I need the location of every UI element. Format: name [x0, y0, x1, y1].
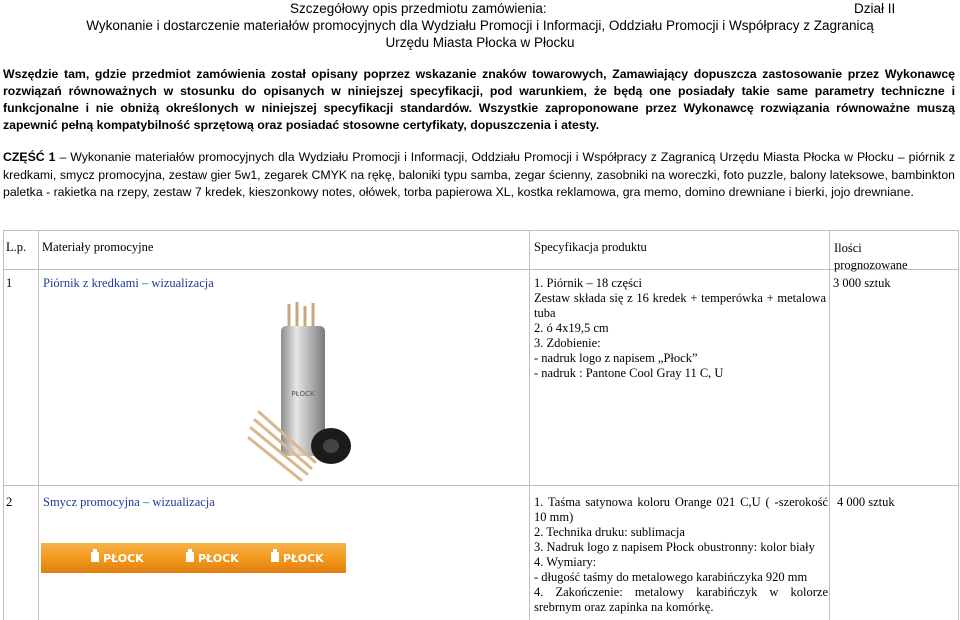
part-1-paragraph: [3, 149, 955, 202]
row-1-spec: 1. Piórnik – 18 części Zestaw składa się z 16 kredek + temperówka + metalowa tuba 2. ó 4x19,5 cm 3. Zdobienie: - nadruk logo z napisem „Płock” - nadruk : Pantone Cool Gray 11 C, U: [534, 276, 826, 380]
row-1-lp: 1: [6, 276, 13, 290]
lanyard-text-3: PŁOCK: [283, 552, 324, 565]
lanyard-text-2: PŁOCK: [198, 552, 239, 565]
header-materials: Materiały promocyjne: [42, 240, 154, 254]
row-1-name-link[interactable]: Piórnik z kredkami – wizualizacja: [43, 276, 214, 290]
header-subtitle-2: Urzędu Miasta Płocka w Płocku: [385, 35, 575, 50]
row-2-name-link[interactable]: Smycz promocyjna – wizualizacja: [43, 495, 215, 509]
pencil-case-logo: PŁOCK: [291, 390, 315, 398]
part-1-text: – Wykonanie materiałów promocyjnych dla Wydziału Promocji i Informacji, Oddziału Promocji i Współpracy z Zagranicą Urzędu Miasta Płocka w Płocku – piórnik z kredkami, smycz promocyjna, zestaw gier 5w1, zegarek CMYK na rękę, baloniki typu samba, zegar ścienny, zasobniki na woreczki, foto puzzle, balony lateksowe, bambinkton paletka - rakietka na rzepy, zestaw 7 kredek, kieszonkowy notes, ołówek, torba papierowa XL, kostka reklamowa, gra memo, domino drewniane i bierki, jojo drewniane.: [3, 150, 955, 199]
intro-paragraph: Wszędzie tam, gdzie przedmiot zamówienia został opisany poprzez wskazanie znaków towarowych, Zamawiający dopuszcza zastosowanie przez Wykonawcę rozwiązań równoważnych w stosunku do opisanych w niniejszej specyfikacji, pod warunkiem, że będą one posiadały takie same parametry techniczne i funkcjonalne i nie obniżą określonych w niniejszej specyfikacji standardów. Wszystkie zaproponowane przez Wykonawcę rozwiązania równoważne muszą zapewnić pełną kompatybilność sprzętową oraz posiadać stosowne certyfikaty, dopuszczenia i atesty.: [3, 67, 955, 132]
header-lp: L.p.: [6, 240, 27, 254]
document-header: [0, 0, 960, 51]
part-1-label: CZĘŚĆ 1: [3, 150, 56, 164]
header-spec: Specyfikacja produktu: [534, 240, 647, 254]
lanyard-text-1: PŁOCK: [103, 552, 144, 565]
row-2-spec: 1. Taśma satynowa koloru Orange 021 C,U ( -szerokość 10 mm) 2. Technika druku: sublimacja 3. Nadruk logo z napisem Płock obustronny: kolor biały 4. Wymiary: - długość taśmy do metalowego karabińczyka 920 mm 4. Zakończenie: metalowy karabińczyk w kolorze srebrnym oraz zapinka na komórkę.: [534, 495, 828, 614]
row-2-lp: 2: [6, 495, 13, 509]
row-2-qty: 4 000 sztuk: [837, 495, 895, 509]
document-title: Szczegółowy opis przedmiotu zamówienia:: [290, 1, 547, 16]
header-qty: Ilości prognozowane: [834, 241, 908, 272]
lanyard-image: [41, 540, 346, 576]
products-table: [3, 230, 959, 620]
header-subtitle: Wykonanie i dostarczenie materiałów promocyjnych dla Wydziału Promocji i Informacji, Oddziału Promocji i Współpracy z Zagranicą: [86, 18, 874, 33]
pencil-case-image: [241, 300, 371, 485]
section-label: Dział II: [854, 1, 896, 16]
row-1-qty: 3 000 sztuk: [833, 276, 891, 290]
